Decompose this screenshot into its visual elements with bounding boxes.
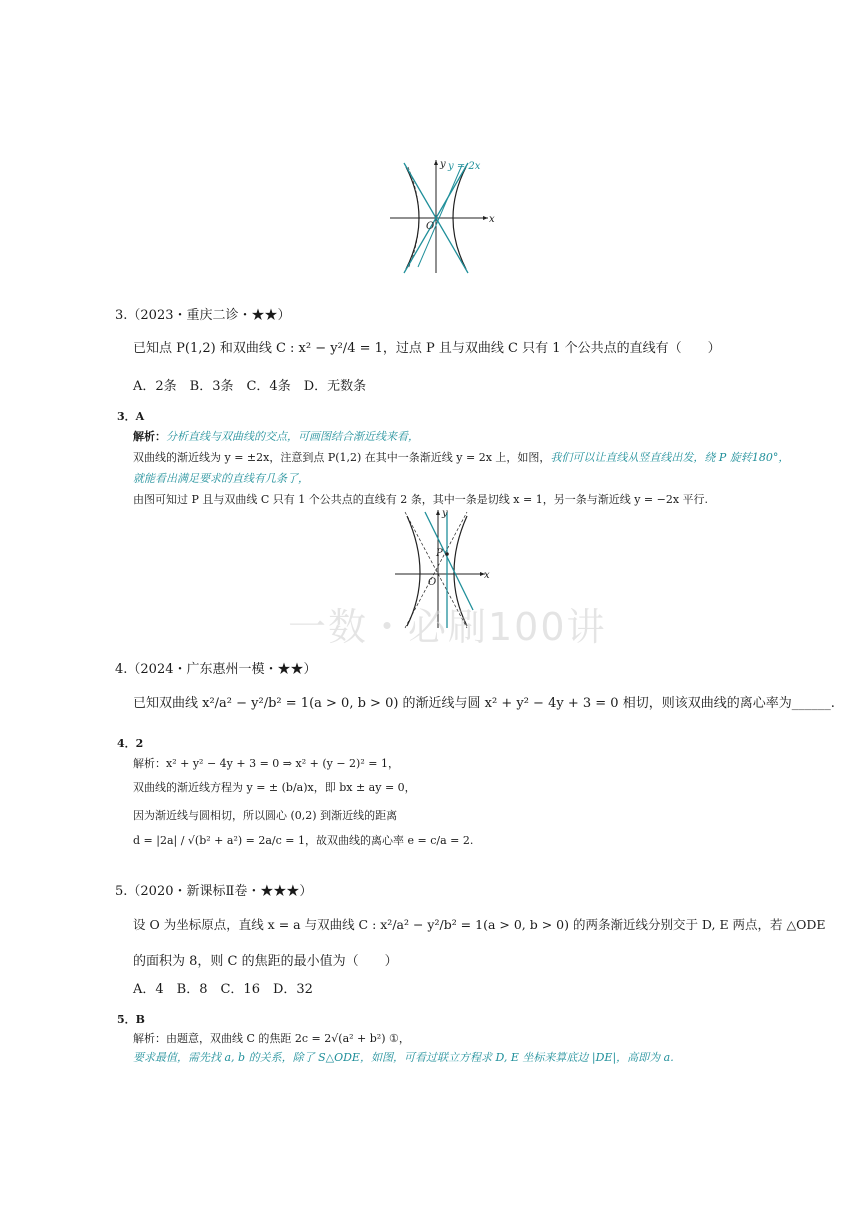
q3-answer: 3．A bbox=[117, 410, 145, 423]
fig1-origin-label: O bbox=[426, 221, 435, 232]
q5-answer: 5．B bbox=[117, 1013, 145, 1026]
q4-answer: 4．2 bbox=[117, 737, 144, 750]
q4-stem: 已知双曲线 x²/a² − y²/b² = 1(a > 0, b > 0) 的渐近线与圆 x² + y² − 4y + 3 = 0 相切，则该双曲线的离心率为______. bbox=[133, 696, 835, 711]
q4-analysis-line3: 因为渐近线与圆相切，所以圆心 (0,2) 到渐近线的距离 bbox=[133, 809, 398, 822]
q5-stem-line1: 设 O 为坐标原点，直线 x = a 与双曲线 C : x²/a² − y²/b² = 1(a > 0, b > 0) 的两条渐近线分别交于 D, E 两点，若 △ODE bbox=[133, 917, 826, 932]
fig2-origin-label: O bbox=[428, 577, 437, 588]
q5-stem-line2: 的面积为 8，则 C 的焦距的最小值为（ ） bbox=[133, 954, 398, 969]
fig1-line-label: y = 2x bbox=[448, 161, 481, 172]
watermark: 一数・必刷100讲 bbox=[288, 605, 607, 649]
q4-analysis-line1: 解析：x² + y² − 4y + 3 = 0 ⇒ x² + (y − 2)² = 1， bbox=[133, 757, 399, 770]
fig1-y-label: y bbox=[440, 159, 446, 170]
q3-line2b: 我们可以让直线从竖直线出发，绕 P 旋转180°， bbox=[550, 451, 790, 464]
q3-options: A．2条 B．3条 C．4条 D．无数条 bbox=[133, 379, 367, 394]
fig1-x-label: x bbox=[489, 214, 495, 225]
q5-header: 5.（2020・新课标Ⅱ卷・★★★） bbox=[115, 884, 313, 899]
fig2-point-label: P bbox=[436, 548, 443, 559]
q3-line2a: 双曲线的渐近线为 y = ±2x，注意到点 P(1,2) 在其中一条渐近线 y = 2x 上，如图， bbox=[133, 451, 551, 464]
fig2-x-label: x bbox=[484, 570, 490, 581]
fig2-y-label: y bbox=[442, 508, 448, 519]
q3-analysis-label: 解析： bbox=[133, 430, 166, 443]
q3-analysis-line4: 由图可知过 P 且与双曲线 C 只有 1 个公共点的直线有 2 条，其中一条是切线 x = 1，另一条与渐近线 y = −2x 平行. bbox=[133, 493, 709, 506]
q3-analysis-line1 bbox=[133, 428, 419, 444]
q3-analysis-hint: 分析直线与双曲线的交点，可画图结合渐近线来看， bbox=[166, 430, 419, 443]
q4-analysis-line4: d = |2a| / √(b² + a²) = 2a/c = 1，故双曲线的离心率 e = c/a = 2. bbox=[133, 834, 474, 847]
q3-stem: 已知点 P(1,2) 和双曲线 C : x² − y²/4 = 1，过点 P 且与双曲线 C 只有 1 个公共点的直线有（ ） bbox=[133, 341, 721, 356]
q5-analysis-line1: 解析：由题意，双曲线 C 的焦距 2c = 2√(a² + b²) ①， bbox=[133, 1032, 410, 1045]
q4-analysis-line2: 双曲线的渐近线方程为 y = ± (b/a)x，即 bx ± ay = 0， bbox=[133, 781, 416, 794]
hyperbola-figure-1 bbox=[388, 155, 498, 275]
q3-header: 3.（2023・重庆二诊・★★） bbox=[115, 308, 291, 323]
q5-analysis-line2: 要求最值，需先找 a, b 的关系，除了 S△ODE，如图，可看过联立方程求 D, E 坐标来算底边 |DE|，高即为 a. bbox=[133, 1051, 674, 1064]
q3-analysis-line2 bbox=[133, 449, 789, 465]
q4-header: 4.（2024・广东惠州一模・★★） bbox=[115, 662, 317, 677]
q3-analysis-line3: 就能看出满足要求的直线有几条了， bbox=[133, 472, 309, 485]
q5-options: A．4 B．8 C．16 D．32 bbox=[133, 982, 313, 997]
